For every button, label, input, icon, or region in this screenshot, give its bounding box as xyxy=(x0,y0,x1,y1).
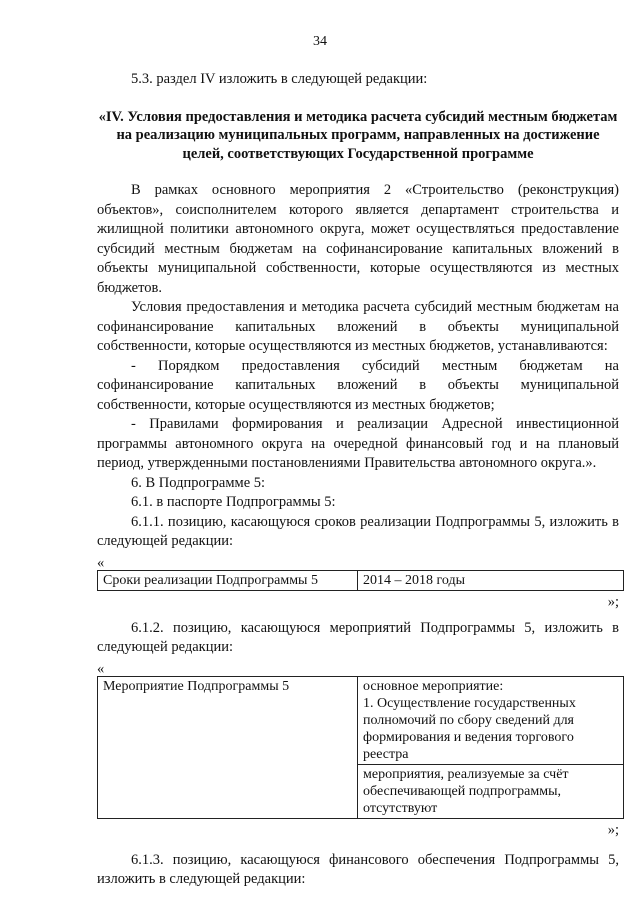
quote-close: »; xyxy=(607,821,619,838)
quote-close: »; xyxy=(607,593,619,610)
table-row xyxy=(98,676,624,764)
paragraph-subprogram-5: 6. В Подпрограмме 5: xyxy=(131,474,266,491)
paragraph-612: 6.1.2. позицию, касающуюся мероприятий Подпрограммы 5, изложить в следующей редакции: xyxy=(97,619,619,655)
main-activity-text: 1. Осуществление государственных полномочий по сбору сведений для формирования и ведения торгового реестра xyxy=(363,695,576,762)
section-title: «IV. Условия предоставления и методика расчета субсидий местным бюджетам на реализацию муниципальных программ, направленных на достижение целей, соответствующих Государственной программе xyxy=(98,108,618,162)
terms-table xyxy=(97,570,624,591)
quote-open: « xyxy=(97,660,105,677)
paragraph-611: 6.1.1. позицию, касающуюся сроков реализации Подпрограммы 5, изложить в следующей редакции: xyxy=(97,513,619,549)
support-activity-cell xyxy=(358,764,624,818)
paragraph-613: 6.1.3. позицию, касающуюся финансового обеспечения Подпрограммы 5, изложить в следующей редакции: xyxy=(97,851,619,887)
main-activity-title: основное мероприятие: xyxy=(363,678,504,694)
page-number: 34 xyxy=(313,34,327,49)
paragraph-order: - Порядком предоставления субсидий местным бюджетам на софинансирование капитальных вложений в объекты муниципальной собственности, которые осуществляются из местных бюджетов; xyxy=(97,357,619,413)
intro-line: 5.3. раздел IV изложить в следующей редакции: xyxy=(131,71,428,87)
document-body xyxy=(97,58,619,890)
main-activity-cell xyxy=(358,676,624,764)
terms-value-cell: 2014 – 2018 годы xyxy=(358,570,624,590)
quote-open: « xyxy=(97,554,105,571)
paragraph-passport: 6.1. в паспорте Подпрограммы 5: xyxy=(131,494,336,510)
table-row xyxy=(98,570,624,590)
paragraph-program: В рамках основного мероприятия 2 «Строительство (реконструкция) объектов», соисполнителем которого является департамент строительства и жилищной политики автономного округа, может осуществляться предоставление субсидий местным бюджетам на софинансирование капитальных вложений в объекты муниципальной собственности, которые осуществляются из местных бюджетов. xyxy=(97,182,619,296)
terms-label-cell: Сроки реализации Подпрограммы 5 xyxy=(98,570,358,590)
paragraph-conditions: Условия предоставления и методика расчета субсидий местным бюджетам на софинансирование капитальных вложений в объекты муниципальной собственности, которые осуществляются из местных бюджетов, устанавливаются: xyxy=(97,299,619,354)
activities-label-cell: Мероприятие Подпрограммы 5 xyxy=(98,676,358,818)
paragraph-rules: - Правилами формирования и реализации Адресной инвестиционной программы автономного округа на очередной финансовый год и на плановый период, утвержденными постановлениями Правительства автономного округа.». xyxy=(97,416,619,471)
support-activity-text: мероприятия, реализуемые за счёт обеспечивающей подпрограммы, отсутствуют xyxy=(363,766,569,816)
activities-table xyxy=(97,676,624,819)
